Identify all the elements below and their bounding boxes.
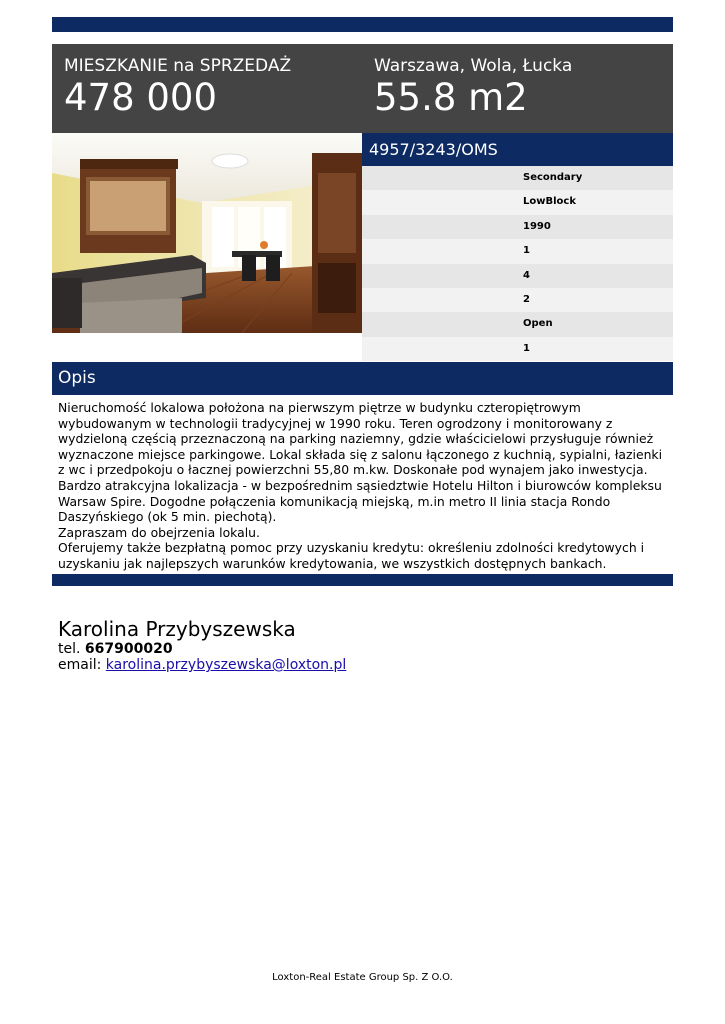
- description-text: Nieruchomość lokalowa położona na pierwszym piętrze w budynku czteropiętrowym wybudowanym w technologii tradycyjnej w 1990 roku. Teren ogrodzony i monitorowany z wydzieloną częścią przeznaczoną na parking naziemny, gdzie właścicielowi przysługuje również wyznaczone miejsce parkingowe. Lokal składa się z salonu łączonego z kuchnią, sypialni, łazienki z wc i przedpokoju o łacznej powierzchni 55,80 m.kw. Doskonałe pod wynajem jako inwestycja. Bardzo atrakcyjna lokalizacja - w bezpośrednim sąsiedztwie Hotelu Hilton i biurowców kompleksu Warsaw Spire. Dogodne połączenia komunikacją miejską, m.in metro II linia stacja Rondo Daszyńskiego (ok 5 min. piechotą). Zapraszam do obejrzenia lokalu. Oferujemy także bezpłatną pomoc przy uzyskaniu kredytu: określeniu zdolności kredytowych i uzyskaniu jak najlepszych warunków kredytowania, we wszystkich dostępnych bankach.: [58, 400, 663, 571]
- price: 478 000: [64, 76, 218, 119]
- agent-email-line: [58, 657, 346, 673]
- spec-row-year: 1990: [362, 215, 673, 239]
- spec-row-floor: 1: [362, 239, 673, 263]
- agent-contact: [58, 617, 346, 673]
- area: 55.8 m2: [374, 76, 528, 119]
- header-left: [64, 56, 291, 120]
- phone-number: 667900020: [84, 641, 173, 657]
- email-link[interactable]: karolina.przybyszewska@loxton.pl: [105, 657, 347, 673]
- spec-table: [362, 166, 673, 361]
- listing-type: MIESZKANIE na SPRZEDAŻ: [64, 56, 292, 76]
- header-right: [374, 56, 572, 120]
- agent-name: Karolina Przybyszewska: [58, 617, 296, 641]
- location: Warszawa, Wola, Łucka: [374, 56, 573, 76]
- spec-row-building-type: LowBlock: [362, 190, 673, 214]
- agent-phone-line: [58, 641, 346, 657]
- top-divider-bar: [52, 17, 673, 32]
- email-label: email:: [58, 657, 102, 673]
- spec-row-bathrooms: 1: [362, 337, 673, 361]
- spec-row-floors-total: 4: [362, 264, 673, 288]
- description-heading: Opis: [52, 362, 673, 395]
- spec-row-market: Secondary: [362, 166, 673, 190]
- phone-label: tel.: [58, 641, 81, 657]
- reference-number: 4957/3243/OMS: [362, 133, 673, 166]
- bottom-divider-bar: [52, 574, 673, 586]
- property-photo: [52, 133, 362, 333]
- spec-row-kitchen: Open: [362, 312, 673, 336]
- listing-header: [52, 44, 673, 133]
- spec-row-rooms: 2: [362, 288, 673, 312]
- footer-company: Loxton-Real Estate Group Sp. Z O.O.: [272, 972, 453, 983]
